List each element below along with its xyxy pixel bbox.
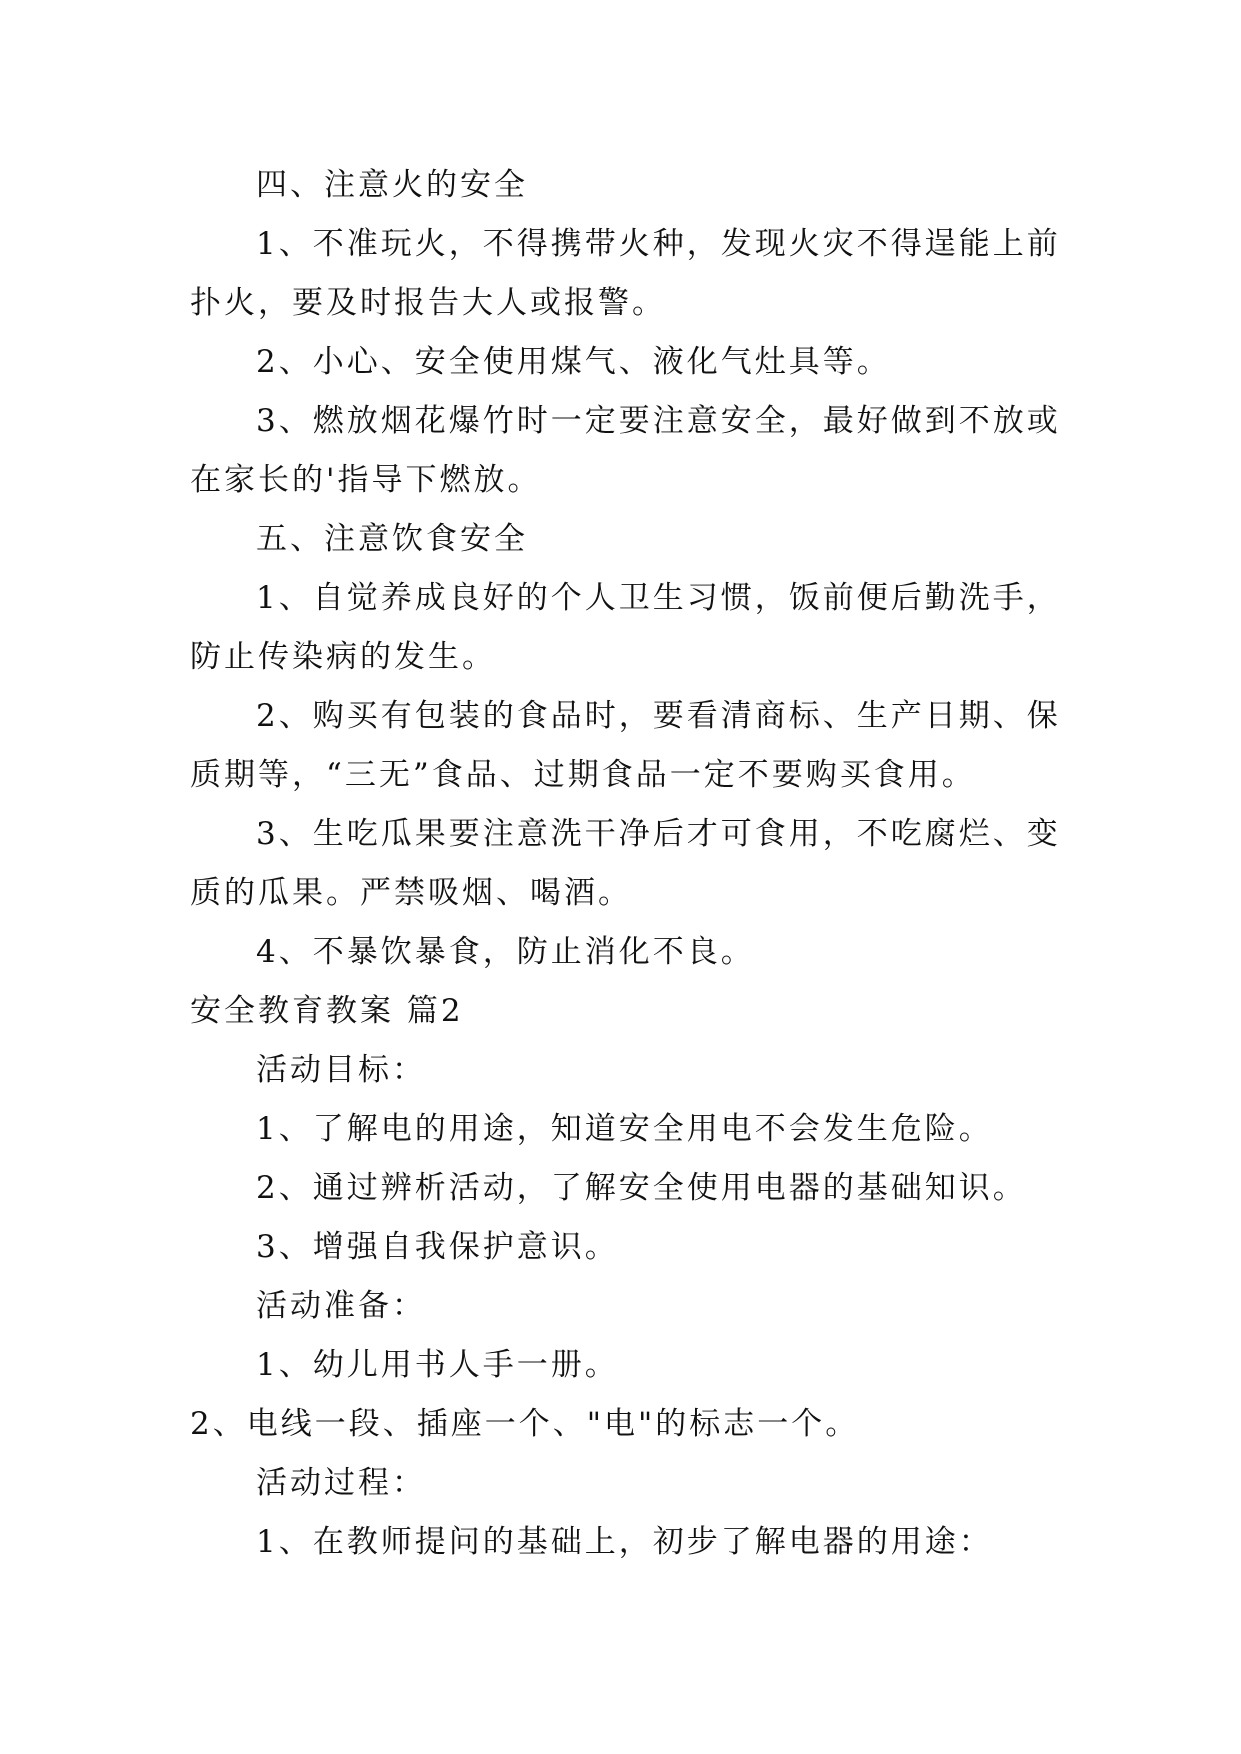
- paragraph-line: 1、幼儿用书人手一册。: [256, 1347, 619, 1383]
- paragraph-line: 2、通过辨析活动，了解安全使用电器的基础知识。: [256, 1170, 1027, 1206]
- paragraph-line: 1、自觉养成良好的个人卫生习惯，饭前便后勤洗手，: [256, 580, 1061, 616]
- paragraph-line: 质期等，“三无”食品、过期食品一定不要购买食用。: [190, 757, 976, 793]
- paragraph-line: 3、燃放烟花爆竹时一定要注意安全，最好做到不放或: [256, 403, 1061, 439]
- paragraph-line: 质的瓜果。严禁吸烟、喝酒。: [190, 875, 632, 911]
- paragraph-line: 2、小心、安全使用煤气、液化气灶具等。: [256, 344, 891, 380]
- paragraph-line: 在家长的'指导下燃放。: [190, 462, 542, 498]
- paragraph-line: 2、购买有包装的食品时，要看清商标、生产日期、保: [256, 698, 1061, 734]
- paragraph-line: 3、增强自我保护意识。: [256, 1229, 619, 1265]
- section-heading-food-safety: 五、注意饮食安全: [256, 521, 528, 557]
- section-heading-fire-safety: 四、注意火的安全: [256, 167, 528, 203]
- paragraph-line: 2、电线一段、插座一个、"电"的标志一个。: [190, 1406, 860, 1442]
- paragraph-line: 1、在教师提问的基础上，初步了解电器的用途：: [256, 1524, 993, 1560]
- lesson-plan-title: 安全教育教案 篇2: [190, 993, 464, 1029]
- paragraph-line: 3、生吃瓜果要注意洗干净后才可食用，不吃腐烂、变: [256, 816, 1061, 852]
- paragraph-line: 1、了解电的用途，知道安全用电不会发生危险。: [256, 1111, 993, 1147]
- subheading-activity-preparation: 活动准备：: [256, 1288, 426, 1324]
- paragraph-line: 扑火，要及时报告大人或报警。: [190, 285, 666, 321]
- subheading-activity-process: 活动过程：: [256, 1465, 426, 1501]
- subheading-activity-goals: 活动目标：: [256, 1052, 426, 1088]
- paragraph-line: 1、不准玩火，不得携带火种，发现火灾不得逞能上前: [256, 226, 1061, 262]
- paragraph-line: 防止传染病的发生。: [190, 639, 496, 675]
- paragraph-line: 4、不暴饮暴食，防止消化不良。: [256, 934, 755, 970]
